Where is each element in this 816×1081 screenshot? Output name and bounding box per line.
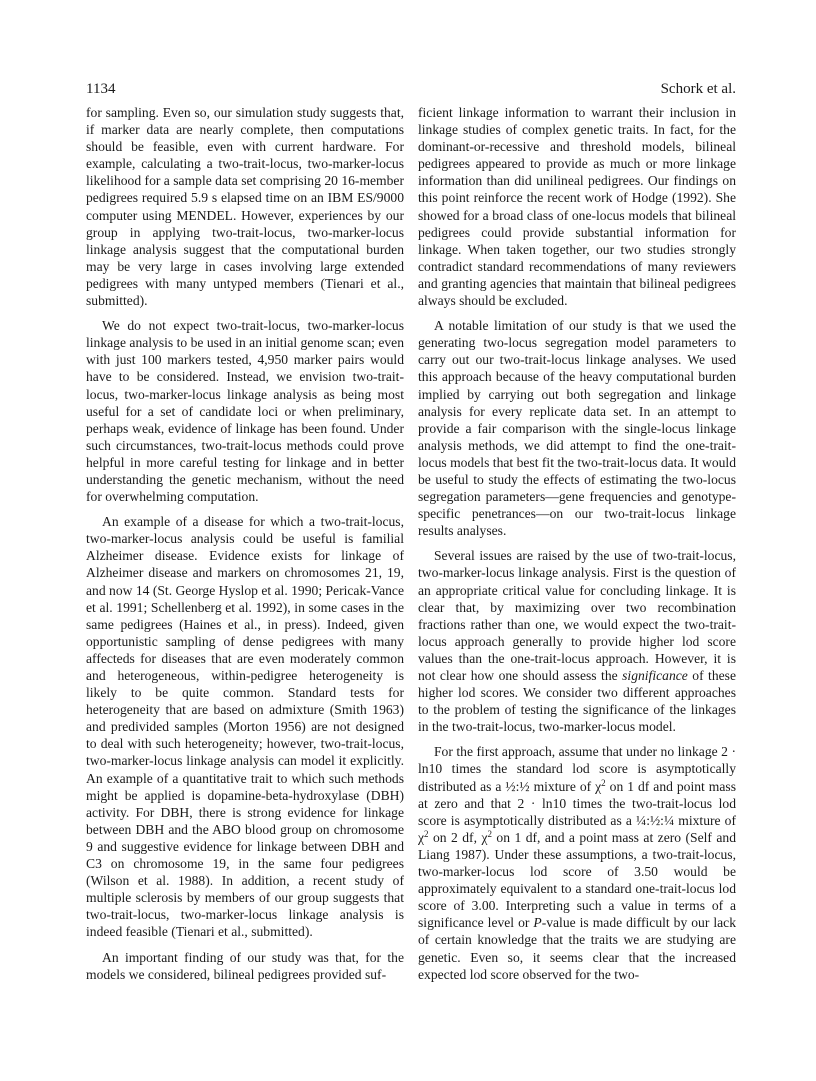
superscript: 2 <box>424 828 429 839</box>
right-column <box>418 104 736 984</box>
superscript: 2 <box>601 777 606 788</box>
paragraph: ficient linkage information to warrant their inclusion in linkage studies of complex genetic traits. In fact, for the dominant-or-recessive and threshold models, bilineal pedigrees appeared to provide as much or more linkage information than did unilineal pedigrees. Our findings on this point reinforce the recent work of Hodge (1992). She showed for a broad class of one-locus models that bilineal pedigrees could provide substantial information for linkage. When taken together, our two studies strongly contradict standard recommendations of many reviewers and granting agencies that maintain that bilineal pedigrees always should be excluded. <box>418 105 736 309</box>
text-run: on 2 df, <box>428 829 482 845</box>
paragraph: An important finding of our study was that, for the models we considered, bilineal pedigrees provided suf- <box>86 949 404 982</box>
paragraph <box>418 743 736 982</box>
paragraph: We do not expect two-trait-locus, two-marker-locus linkage analysis to be used in an initial genome scan; even with just 100 markers tested, 4,950 marker pairs would have to be considered. Instead, we envision two-trait-locus, two-marker-locus linkage analysis as being most useful for a set of candidate loci or when preliminary, perhaps weak, evidence of linkage has been found. Under such circumstances, two-trait-locus methods could prove helpful in more careful testing for linkage and in better understanding the genetic mechanism, without the need for overwhelming computation. <box>86 318 404 505</box>
paragraph <box>418 547 736 735</box>
chi-symbol: χ <box>481 829 488 845</box>
left-column <box>86 104 404 984</box>
text-run: on 1 df and point mass at zero and that 2 · ln10 times the two-trait-locus lod score is asymptotically distributed as a ¼:½:¼ mixture of <box>418 778 736 828</box>
text-run: For the first approach, assume that under no linkage 2 · ln10 times the standard lod score is asymptotically distributed as a ½:½ mixture of <box>418 744 736 794</box>
emphasis: P <box>533 915 542 931</box>
text-run: of these higher lod scores. We consider two different approaches to the problem of testing the significance of the linkages in the two-trait-locus, two-marker-locus model. <box>418 668 736 735</box>
text-run: -value is made difficult by our lack of certain knowledge that the traits we are studying are genetic. Even so, it seems clear that the increased expected lod score observed for the two- <box>418 915 737 982</box>
chi-symbol: χ <box>595 778 602 794</box>
paragraph: An example of a disease for which a two-trait-locus, two-marker-locus analysis could be useful is familial Alzheimer disease. Evidence exists for linkage of Alzheimer disease and markers on chromosomes 21, 19, and now 14 (St. George Hyslop et al. 1990; Pericak-Vance et al. 1991; Schellenberg et al. 1992), in some cases in the same pedigrees (Haines et al., in press). Indeed, given opportunistic sampling of dense pedigrees with many affecteds for diseases that are even moderately common and heterogeneous, within-pedigree heterogeneity is likely to be quite common. Standard tests for heterogeneity that are based on admixture (Smith 1963) and predivided samples (Morton 1956) are not designed to deal with such heterogeneity; however, two-trait-locus, two-marker-locus linkage analysis can model it explicitly. An example of a quantitative trait to which such methods might be applied is dopamine-beta-hydroxylase (DBH) activity. For DBH, there is strong evidence for linkage between DBH and the ABO blood group on chromosome 9 and suggestive evidence for linkage between DBH and C3 on chromosome 19, in the same four pedigrees (Wilson et al. 1988). In addition, a recent study of multiple sclerosis by members of our group suggests that two-trait-locus, two-marker-locus linkage analysis is indeed feasible (Tienari et al., submitted). <box>86 514 404 940</box>
text-run: Several issues are raised by the use of two-trait-locus, two-marker-locus linkage analysis. First is the question of an appropriate critical value for concluding linkage. It is clear that, by maximizing over two recombination fractions rather than one, we would expect the two-trait-locus approach generally to provide higher lod score values than the one-trait-locus approach. However, it is not clear how one should assess the <box>418 548 736 683</box>
page-number: 1134 <box>86 81 116 97</box>
paragraph: for sampling. Even so, our simulation study suggests that, if marker data are nearly complete, then computations should be feasible, even with current hardware. For example, calculating a two-trait-locus, two-marker-locus likelihood for a sample data set comprising 20 16-member pedigrees required 5.9 s elapsed time on an IBM ES/9000 computer using MENDEL. However, experiences by our group in applying two-trait-locus, two-marker-locus linkage analysis suggest that the computational burden may be very large in cases involving large extended pedigrees with many untyped members (Tienari et al., submitted). <box>86 105 404 309</box>
running-head-authors: Schork et al. <box>660 81 736 97</box>
paragraph: A notable limitation of our study is that we used the generating two-locus segregation model parameters to carry out our two-trait-locus linkage analyses. We used this approach because of the heavy computational burden implied by carrying out both segregation and linkage analysis for every replicate data set. In an attempt to provide a fair comparison with the single-locus linkage analysis methods, we did attempt to find the one-trait-locus models that best fit the two-trait-locus data. It would be useful to study the effects of estimating the two-locus segregation parameters—gene frequencies and genotype-specific penetrances—on our two-trait-locus linkage results analyses. <box>418 318 736 539</box>
superscript: 2 <box>487 828 492 839</box>
text-run: on 1 df, and a point mass at zero (Self and Liang 1987). Under these assumptions, a two-trait-locus, two-marker-locus lod score of 3.50 would be approximately equivalent to a standard one-trait-locus lod score of 3.00. Interpreting such a value in terms of a significance level or <box>418 829 736 931</box>
emphasis: significance <box>622 668 688 683</box>
chi-symbol: χ <box>418 829 425 845</box>
running-header <box>86 80 736 102</box>
